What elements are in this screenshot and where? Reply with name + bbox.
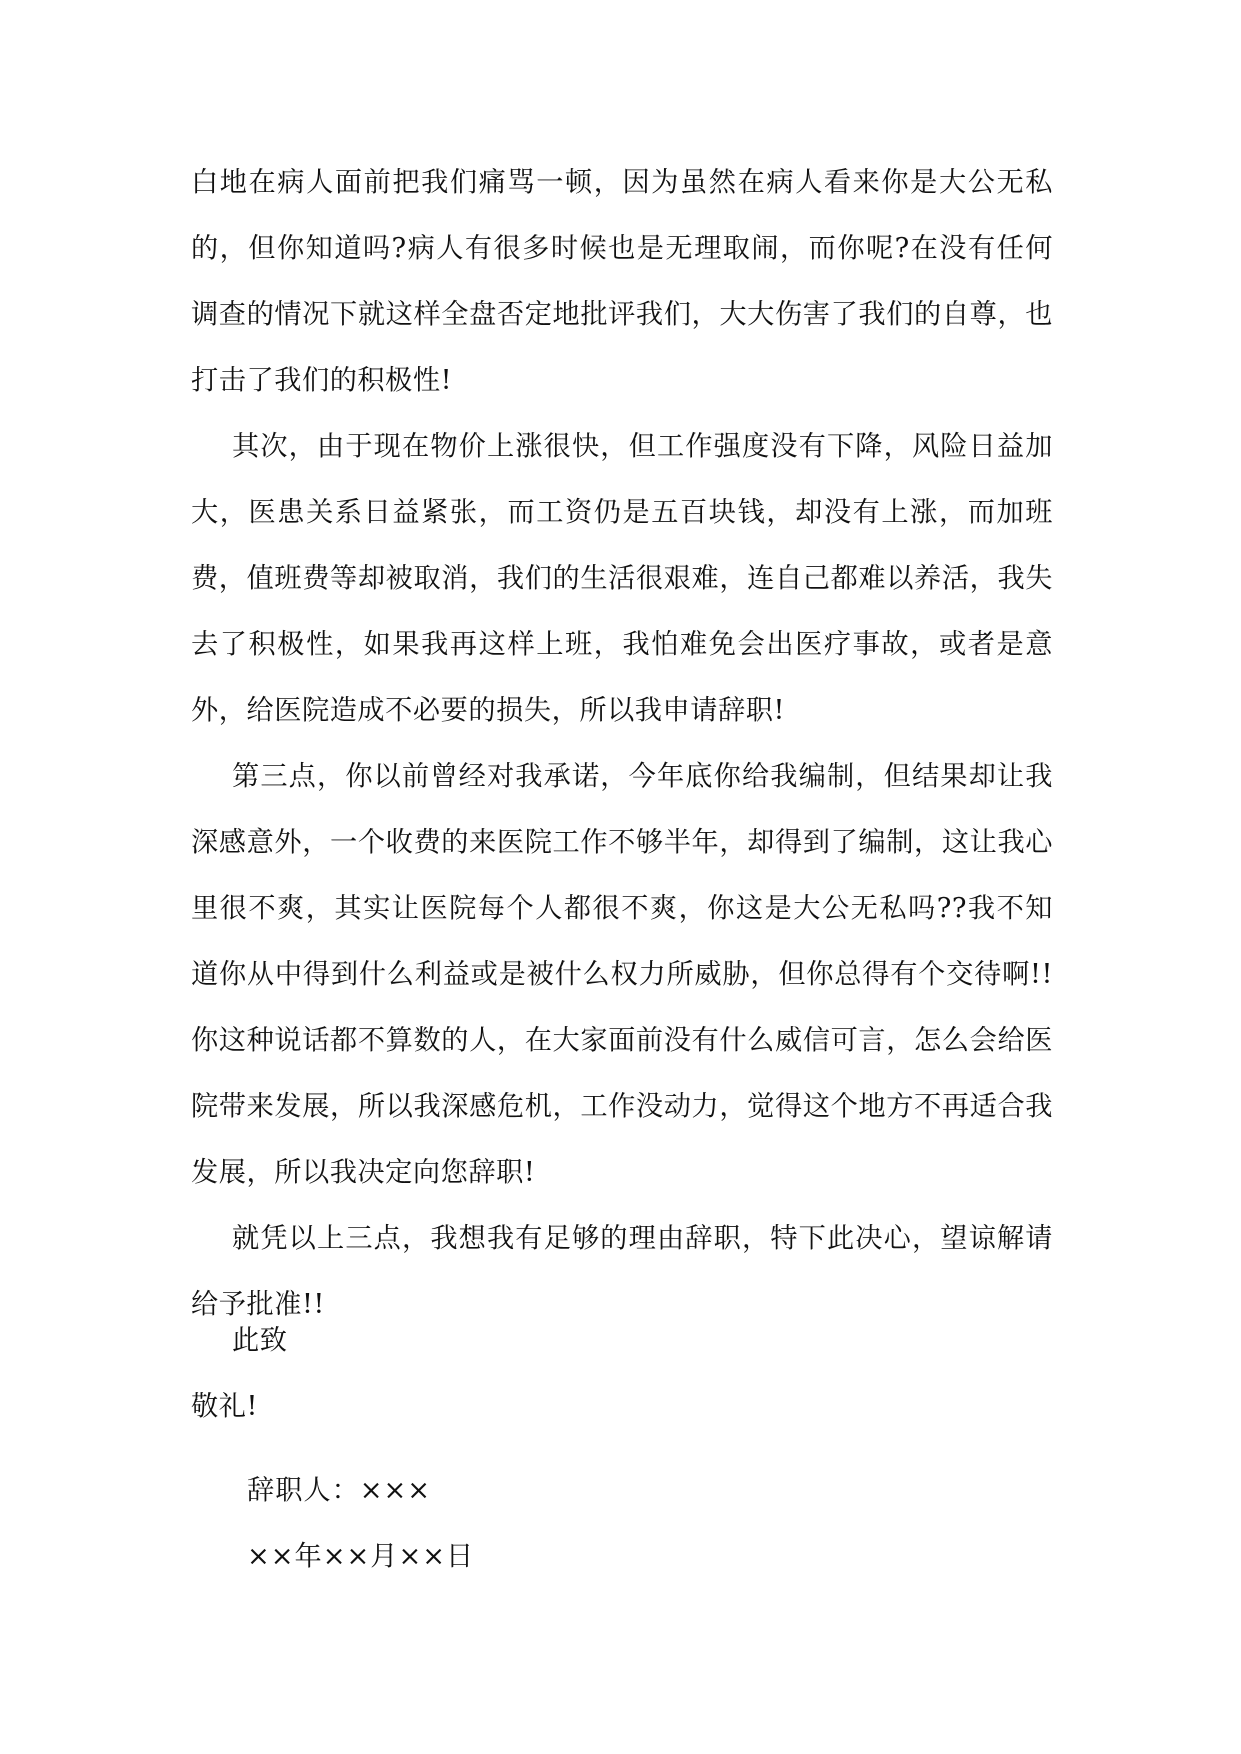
paragraph-conclusion: 就凭以上三点，我想我有足够的理由辞职，特下此决心，望谅解请给予批准!!	[191, 1223, 1053, 1320]
closing-regards: 敬礼!	[191, 1391, 258, 1422]
signature-signer: 辞职人：×××	[247, 1475, 432, 1506]
paragraph-continuation: 白地在病人面前把我们痛骂一顿，因为虽然在病人看来你是大公无私的，但你知道吗?病人有很多时候也是无理取闹，而你呢?在没有任何调查的情况下就这样全盘否定地批评我们，大大伤害了我们的自尊，也打击了我们的积极性!	[191, 167, 1053, 396]
paragraph-second-reason: 其次，由于现在物价上涨很快，但工作强度没有下降，风险日益加大，医患关系日益紧张，而工资仍是五百块钱，却没有上涨，而加班费，值班费等却被取消，我们的生活很艰难，连自己都难以养活，我失去了积极性，如果我再这样上班，我怕难免会出医疗事故，或者是意外，给医院造成不必要的损失，所以我申请辞职!	[191, 431, 1053, 726]
closing-salutation: 此致	[232, 1325, 288, 1356]
closing	[191, 1308, 1053, 1440]
letter-body	[191, 150, 1053, 1338]
paragraph-third-reason: 第三点，你以前曾经对我承诺，今年底你给我编制，但结果却让我深感意外，一个收费的来医院工作不够半年，却得到了编制，这让我心里很不爽，其实让医院每个人都很不爽，你这是大公无私吗??我不知道你从中得到什么利益或是被什么权力所威胁，但你总得有个交待啊!!你这种说话都不算数的人，在大家面前没有什么威信可言，怎么会给医院带来发展，所以我深感危机，工作没动力，觉得这个地方不再适合我发展，所以我决定向您辞职!	[191, 761, 1053, 1188]
signature-date: ××年××月××日	[247, 1541, 475, 1572]
